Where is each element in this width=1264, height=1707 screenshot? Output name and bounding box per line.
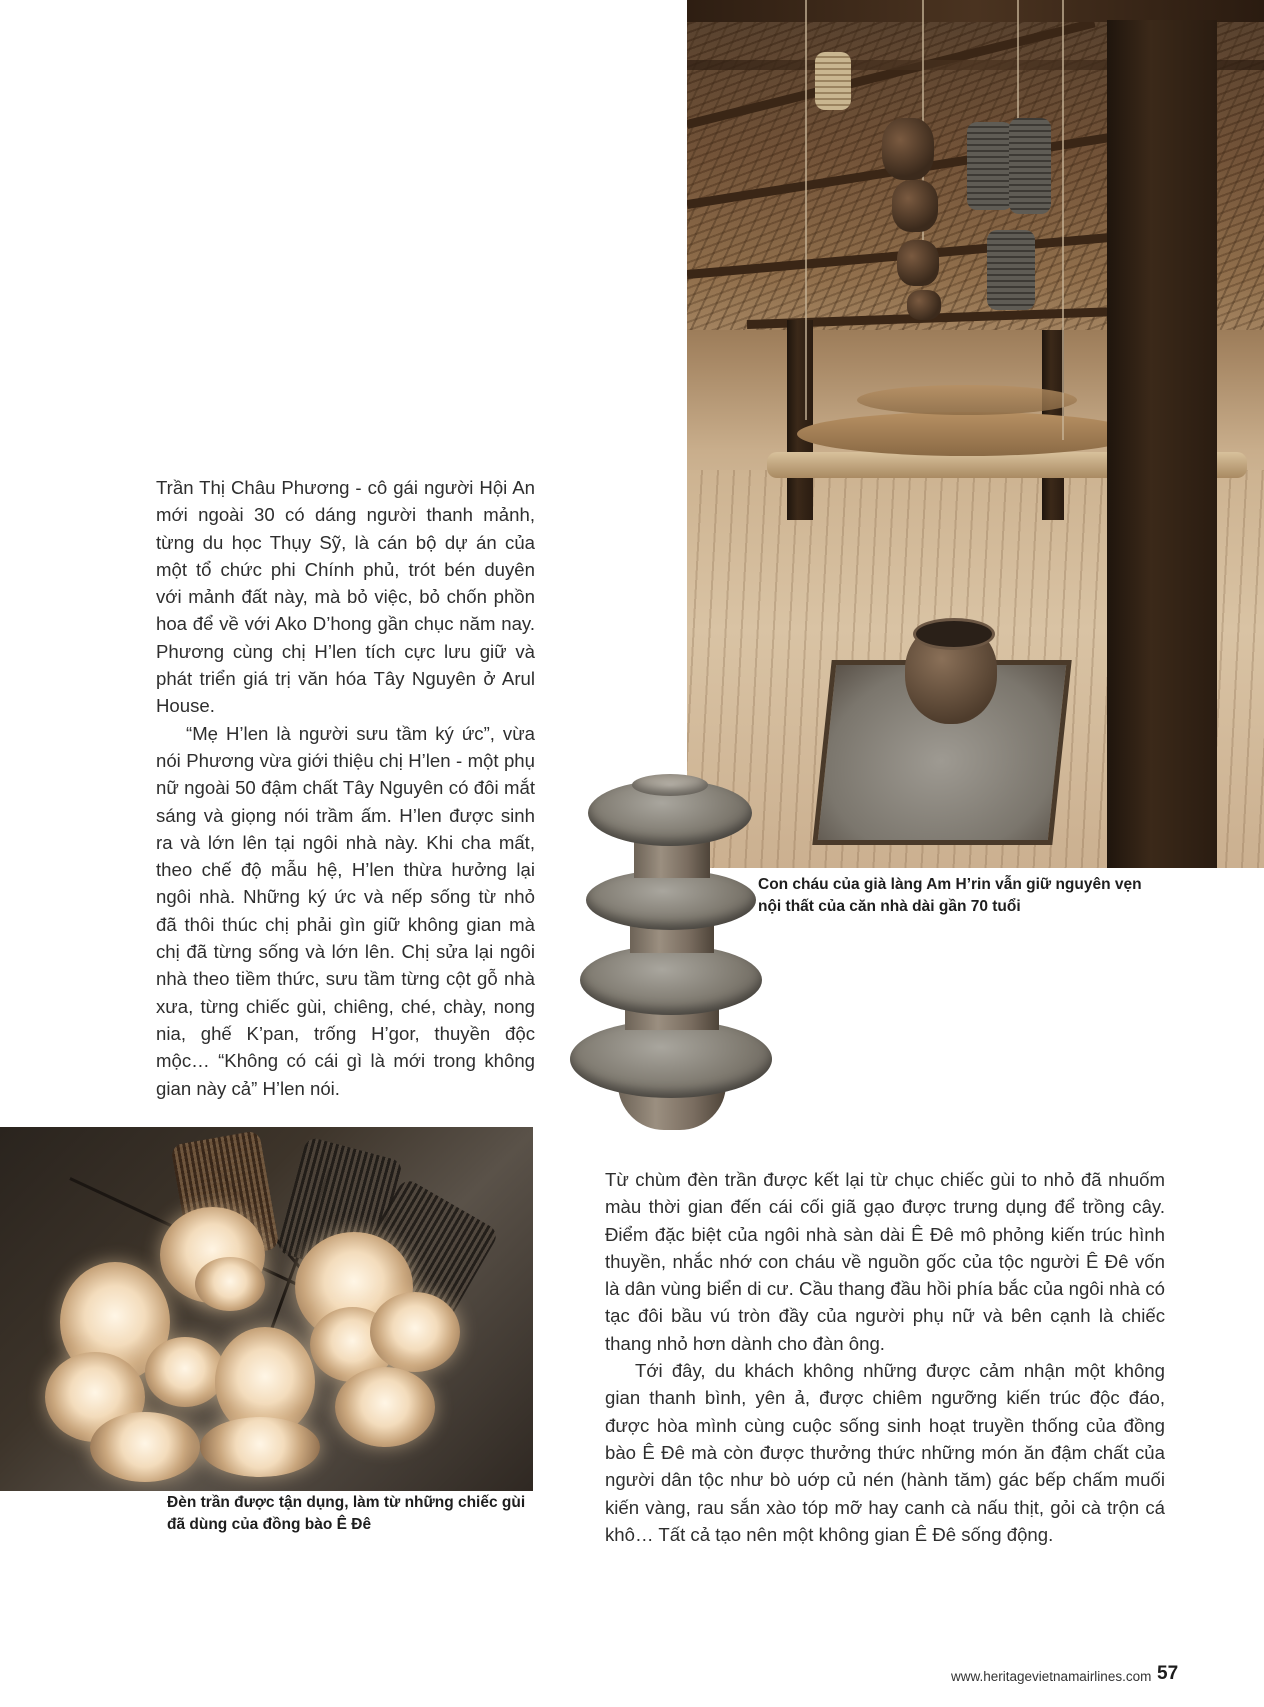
longhouse-interior-photo [687, 0, 1264, 868]
basket-lamps-photo [0, 1127, 533, 1491]
article-right-column [605, 1166, 1165, 1548]
paragraph: Trần Thị Châu Phương - cô gái người Hội An mới ngoài 30 có dáng người thanh mảnh, từng du học Thụy Sỹ, là cán bộ dự án của một tổ chức phi Chính phủ, trót bén duyên với mảnh đất này, mà bỏ việc, bỏ chốn phồn hoa để về với Ako D’hong gần chục năm nay. Phương cùng chị H’len tích cực lưu giữ và phát triển giá trị văn hóa Tây Nguyên ở Arul House. [156, 477, 535, 717]
paragraph: “Mẹ H’len là người sưu tầm ký ức”, vừa nói Phương vừa giới thiệu chị H’len - một phụ nữ ngoài 50 đậm chất Tây Nguyên có đôi mắt sáng và giọng nói trầm ấm. H’len được sinh ra và lớn lên tại ngôi nhà này. Khi cha mất, theo chế độ mẫu hệ, H’len thừa hưởng lại ngôi nhà. Những ký ức và nếp sống từ nhỏ đã thôi thúc chị phải gìn giữ không gian mà chị đã từng sống và lớn lên. Chị sửa lại ngôi nhà theo tiềm thức, sưu tầm từng cột gỗ nhà xưa, từng chiếc gùi, chiêng, ché, chày, nong nia, ghế K’pan, trống H’gor, thuyền độc mộc… “Không có cái gì là mới trong không gian này cả” H’len nói. [156, 722, 535, 1099]
footer-website: www.heritagevietnamairlines.com [951, 1669, 1152, 1684]
photo-caption-longhouse: Con cháu của già làng Am H’rin vẫn giữ nguyên vẹn nội thất của căn nhà dài gần 70 tuổi [758, 876, 1142, 915]
page-number: 57 [1157, 1663, 1179, 1684]
paragraph: Tới đây, du khách không những được cảm nhận một không gian thanh bình, yên ả, được chiêm ngưỡng kiến trúc độc đáo, được hòa mình cùng cuộc sống sinh hoạt truyền thống của đồng bào Ê Đê mà còn được thưởng thức những món ăn đậm chất của người dân tộc như bò uớp củ nén (hành tăm) gác bếp chấm muối kiến vàng, rau sắn xào tóp mỡ hay canh cà nấu thịt, gỏi cà trộn cá khô… Tất cả tạo nên một không gian Ê Đê sống động. [605, 1360, 1165, 1545]
photo-caption-lamps: Đèn trần được tận dụng, làm từ những chiếc gùi đã dùng của đồng bào Ê Đê [167, 1494, 526, 1533]
gong-stack-photo [560, 770, 782, 1148]
article-left-column [156, 474, 535, 1102]
paragraph: Từ chùm đèn trần được kết lại từ chục chiếc gùi to nhỏ đã nhuốm màu thời gian đến cái cối giã gạo được trưng dụng để trồng cây. Điểm đặc biệt của ngôi nhà sàn dài Ê Đê mô phỏng kiến trúc hình thuyền, nhắc nhớ con cháu về nguồn gốc của tộc người Ê Đê vốn là dân vùng biển di cư. Cầu thang đầu hồi phía bắc của ngôi nhà có tạc đôi bầu vú tròn đầy của người phụ nữ và bên cạnh là chiếc thang nhỏ hơn dành cho đàn ông. [605, 1169, 1165, 1354]
